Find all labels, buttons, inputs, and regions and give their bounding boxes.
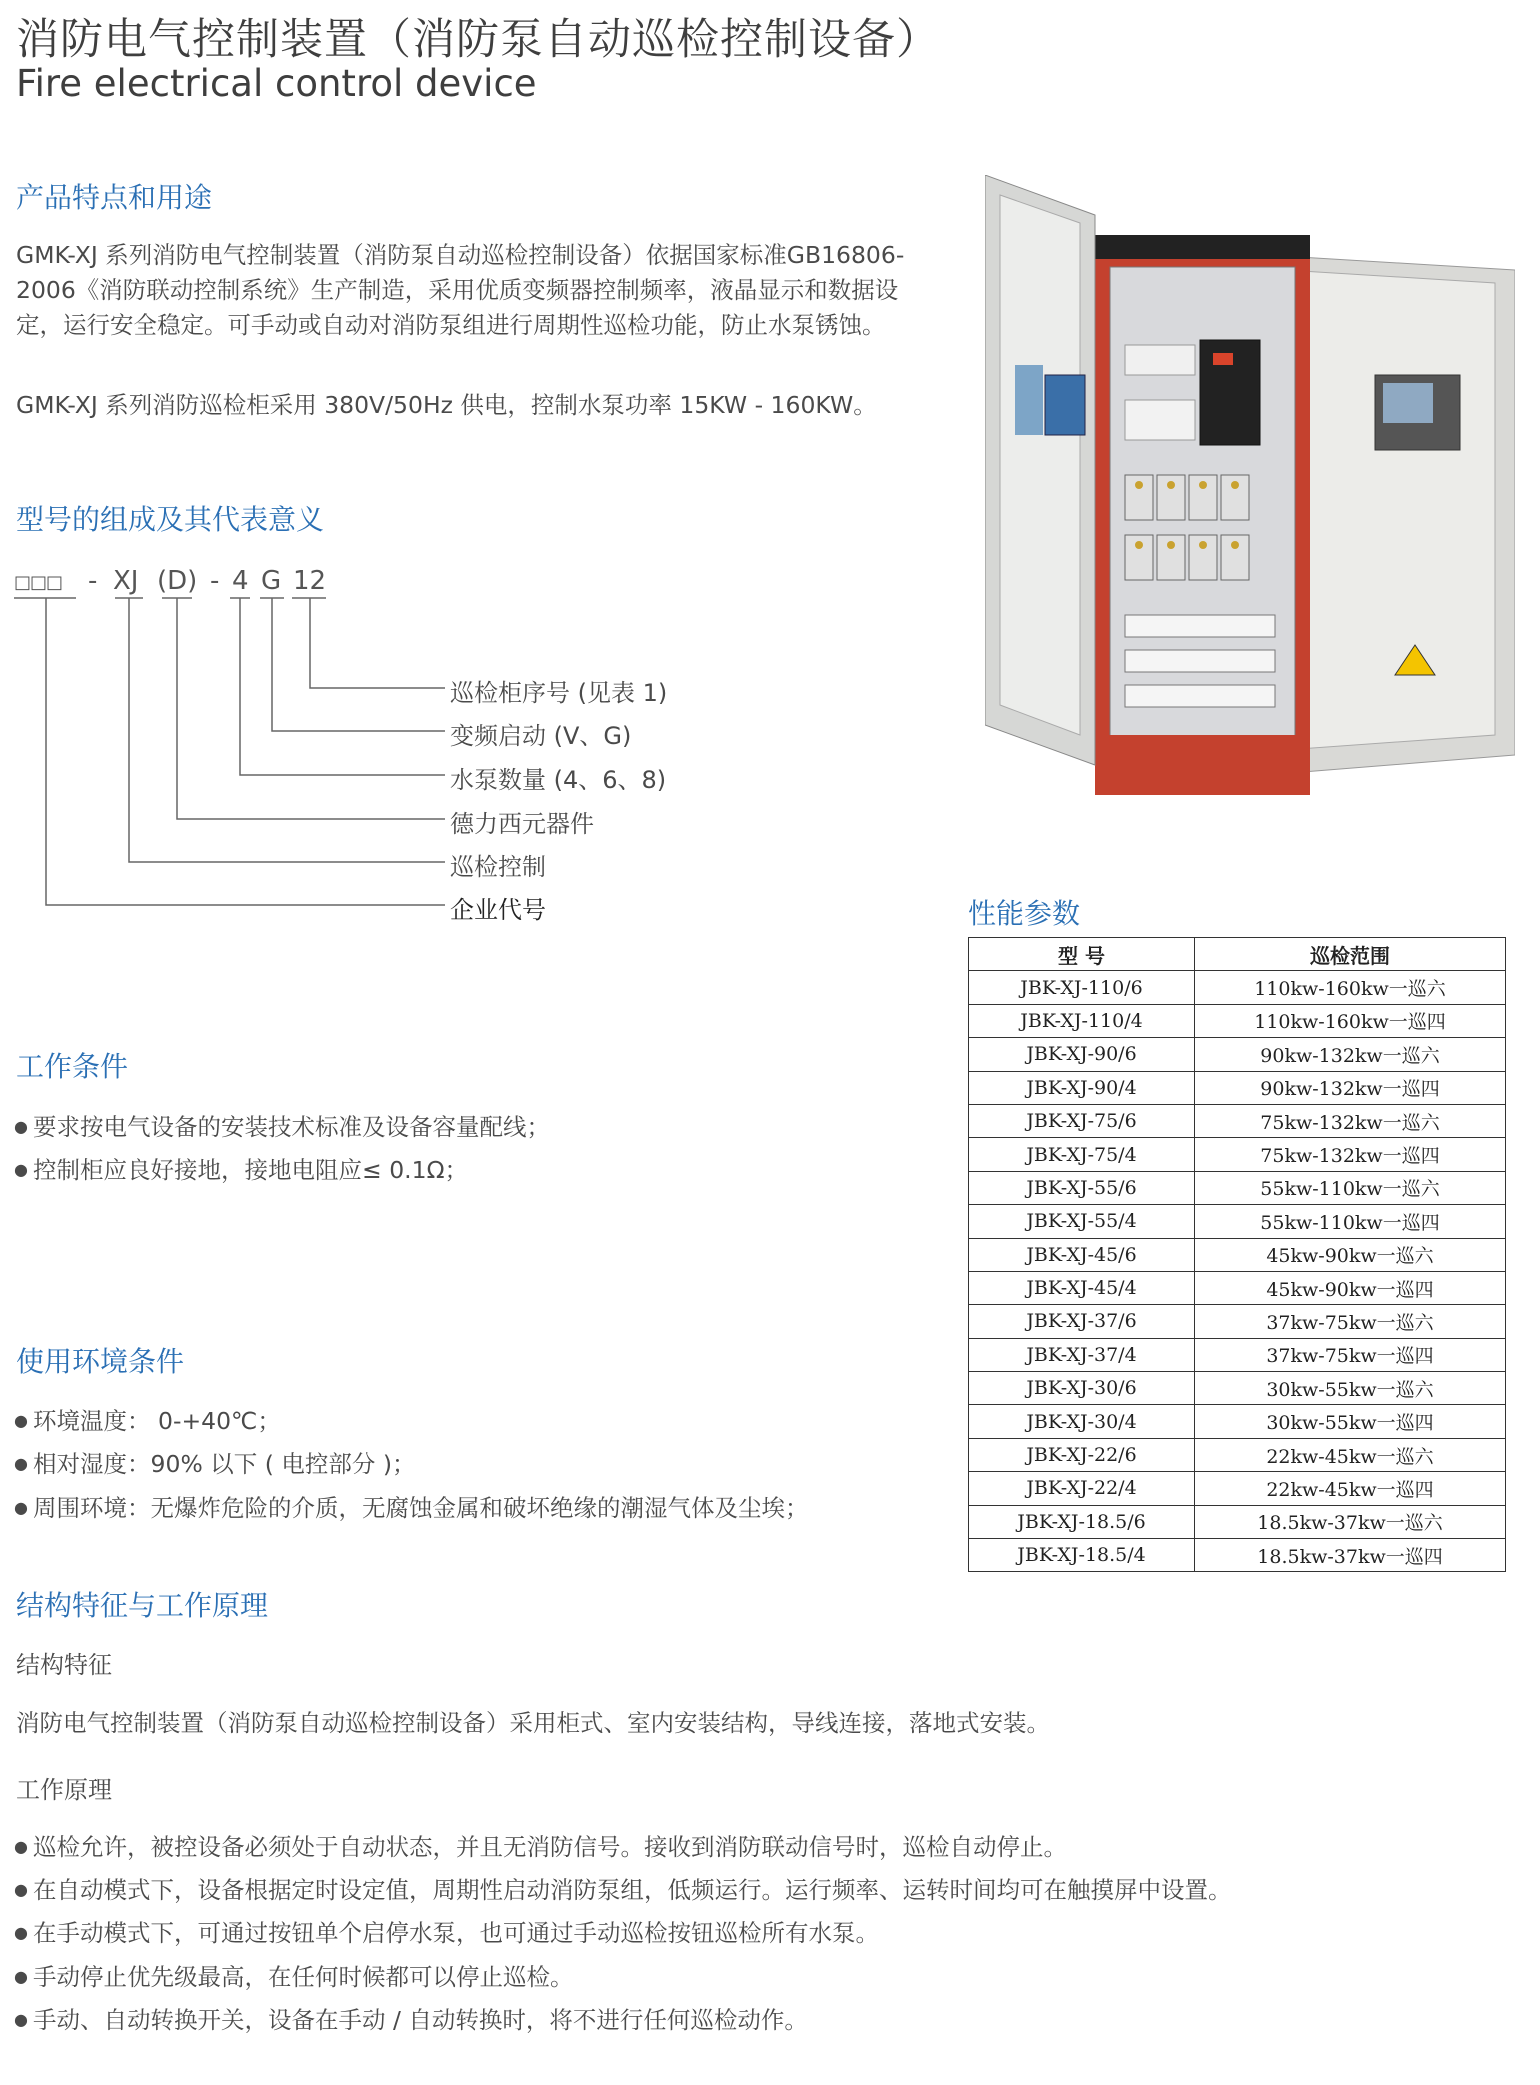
table-cell-model: JBK-XJ-45/4 — [969, 1271, 1195, 1304]
table-cell-range: 30kw-55kw一巡六 — [1195, 1372, 1506, 1405]
table-cell-model: JBK-XJ-55/4 — [969, 1205, 1195, 1238]
table-row — [969, 1004, 1506, 1037]
table-row — [969, 1505, 1506, 1538]
features-heading: 产品特点和用途 — [16, 181, 213, 214]
table-cell-range: 22kw-45kw一巡六 — [1195, 1438, 1506, 1471]
principle-item: ● 在自动模式下，设备根据定时设定值，周期性启动消防泵组，低频运行。运行频率、运转时间均可在触摸屏中设置。 — [14, 1871, 1232, 1905]
table-cell-range: 90kw-132kw一巡六 — [1195, 1038, 1506, 1071]
legend-item: 巡检柜序号 (见表 1) — [450, 679, 668, 707]
table-cell-range: 18.5kw-37kw一巡四 — [1195, 1539, 1506, 1572]
table-cell-model: JBK-XJ-55/6 — [969, 1171, 1195, 1204]
table-cell-range: 22kw-45kw一巡四 — [1195, 1472, 1506, 1505]
structure-heading: 结构特征与工作原理 — [16, 1589, 269, 1622]
table-cell-model: JBK-XJ-22/4 — [969, 1472, 1195, 1505]
structure-subheading: 结构特征 — [16, 1651, 112, 1679]
page-title: 消防电气控制装置（消防泵自动巡检控制设备） — [16, 15, 940, 65]
structure-description: 消防电气控制装置（消防泵自动巡检控制设备）采用柜式、室内安装结构，导线连接，落地式安装。 — [16, 1709, 1050, 1737]
work-conditions-heading: 工作条件 — [16, 1050, 129, 1083]
table-cell-model: JBK-XJ-45/6 — [969, 1238, 1195, 1271]
performance-table — [968, 937, 1506, 1572]
table-row — [969, 1205, 1506, 1238]
code-xj: XJ — [113, 566, 139, 596]
table-row — [969, 1405, 1506, 1438]
page-subtitle: Fire electrical control device — [16, 62, 537, 105]
table-row — [969, 1472, 1506, 1505]
principle-subheading: 工作原理 — [16, 1776, 112, 1804]
model-code-connector-lines — [0, 590, 460, 910]
code-dash-1: - — [88, 566, 98, 596]
code-seq: 12 — [293, 566, 327, 596]
cabinet-photo — [985, 175, 1515, 795]
table-cell-model: JBK-XJ-37/6 — [969, 1305, 1195, 1338]
environment-item: ● 相对湿度：90% 以下 ( 电控部分 )； — [14, 1445, 416, 1479]
table-cell-model: JBK-XJ-18.5/6 — [969, 1505, 1195, 1538]
table-cell-model: JBK-XJ-75/4 — [969, 1138, 1195, 1171]
table-cell-model: JBK-XJ-30/6 — [969, 1372, 1195, 1405]
principle-item: ● 手动、自动转换开关，设备在手动 / 自动转换时，将不进行任何巡检动作。 — [14, 2001, 808, 2035]
table-cell-model: JBK-XJ-37/4 — [969, 1338, 1195, 1371]
work-condition-item: ● 控制柜应良好接地，接地电阻应≤ 0.1Ω； — [14, 1151, 468, 1185]
table-cell-range: 45kw-90kw一巡六 — [1195, 1238, 1506, 1271]
table-cell-range: 45kw-90kw一巡四 — [1195, 1271, 1506, 1304]
table-cell-range: 37kw-75kw一巡六 — [1195, 1305, 1506, 1338]
table-cell-range: 55kw-110kw一巡六 — [1195, 1171, 1506, 1204]
principle-item: ● 在手动模式下，可通过按钮单个启停水泵，也可通过手动巡检按钮巡检所有水泵。 — [14, 1914, 879, 1948]
legend-item: 企业代号 — [450, 896, 546, 924]
work-condition-item: ● 要求按电气设备的安装技术标准及设备容量配线； — [14, 1108, 550, 1142]
features-paragraph-2: GMK-XJ 系列消防巡检柜采用 380V/50Hz 供电，控制水泵功率 15KW - 160KW。 — [16, 391, 877, 419]
table-cell-range: 18.5kw-37kw一巡六 — [1195, 1505, 1506, 1538]
legend-item: 变频启动 (V、G) — [450, 722, 632, 750]
table-cell-model: JBK-XJ-18.5/4 — [969, 1539, 1195, 1572]
code-d: (D) — [157, 566, 198, 596]
table-cell-range: 75kw-132kw一巡四 — [1195, 1138, 1506, 1171]
environment-heading: 使用环境条件 — [16, 1345, 185, 1378]
legend-item: 德力西元器件 — [450, 810, 594, 838]
code-prefix: □□□ — [14, 572, 63, 593]
table-row — [969, 1171, 1506, 1204]
code-pump-count: 4 — [232, 566, 249, 596]
table-cell-model: JBK-XJ-75/6 — [969, 1104, 1195, 1137]
table-cell-model: JBK-XJ-30/4 — [969, 1405, 1195, 1438]
table-header-range: 巡检范围 — [1195, 938, 1506, 971]
principle-item: ● 巡检允许，被控设备必须处于自动状态，并且无消防信号。接收到消防联动信号时，巡检自动停止。 — [14, 1828, 1067, 1862]
table-cell-range: 30kw-55kw一巡四 — [1195, 1405, 1506, 1438]
table-cell-range: 90kw-132kw一巡四 — [1195, 1071, 1506, 1104]
table-cell-range: 37kw-75kw一巡四 — [1195, 1338, 1506, 1371]
table-cell-model: JBK-XJ-90/4 — [969, 1071, 1195, 1104]
table-row — [969, 1539, 1506, 1572]
environment-item: ● 环境温度： 0-+40℃； — [14, 1402, 281, 1436]
table-row — [969, 1338, 1506, 1371]
table-cell-range: 110kw-160kw一巡四 — [1195, 1004, 1506, 1037]
code-dash-2: - — [210, 566, 220, 596]
table-row — [969, 1238, 1506, 1271]
features-paragraph-1: GMK-XJ 系列消防电气控制装置（消防泵自动巡检控制设备）依据国家标准GB16806-2006《消防联动控制系统》生产制造，采用优质变频器控制频率，液晶显示和数据设定，运行安全稳定。可手动或自动对消防泵组进行周期性巡检功能，防止水泵锈蚀。 — [16, 241, 905, 339]
performance-heading: 性能参数 — [968, 897, 1081, 930]
table-cell-range: 55kw-110kw一巡四 — [1195, 1205, 1506, 1238]
table-row — [969, 1038, 1506, 1071]
table-row — [969, 971, 1506, 1004]
table-cell-model: JBK-XJ-22/6 — [969, 1438, 1195, 1471]
principle-item: ● 手动停止优先级最高，在任何时候都可以停止巡检。 — [14, 1958, 574, 1992]
legend-item: 巡检控制 — [450, 853, 546, 881]
table-cell-range: 75kw-132kw一巡六 — [1195, 1104, 1506, 1137]
table-cell-model: JBK-XJ-110/6 — [969, 971, 1195, 1004]
table-cell-model: JBK-XJ-90/6 — [969, 1038, 1195, 1071]
table-header-row — [969, 938, 1506, 971]
table-cell-model: JBK-XJ-110/4 — [969, 1004, 1195, 1037]
model-heading: 型号的组成及其代表意义 — [16, 503, 325, 536]
code-g: G — [261, 566, 282, 596]
table-header-model: 型 号 — [969, 938, 1195, 971]
legend-item: 水泵数量 (4、6、8) — [450, 766, 667, 794]
table-row — [969, 1372, 1506, 1405]
table-row — [969, 1271, 1506, 1304]
table-row — [969, 1305, 1506, 1338]
table-row — [969, 1104, 1506, 1137]
table-row — [969, 1138, 1506, 1171]
table-cell-range: 110kw-160kw一巡六 — [1195, 971, 1506, 1004]
table-row — [969, 1071, 1506, 1104]
table-row — [969, 1438, 1506, 1471]
environment-item: ● 周围环境：无爆炸危险的介质，无腐蚀金属和破坏绝缘的潮湿气体及尘埃； — [14, 1489, 809, 1523]
